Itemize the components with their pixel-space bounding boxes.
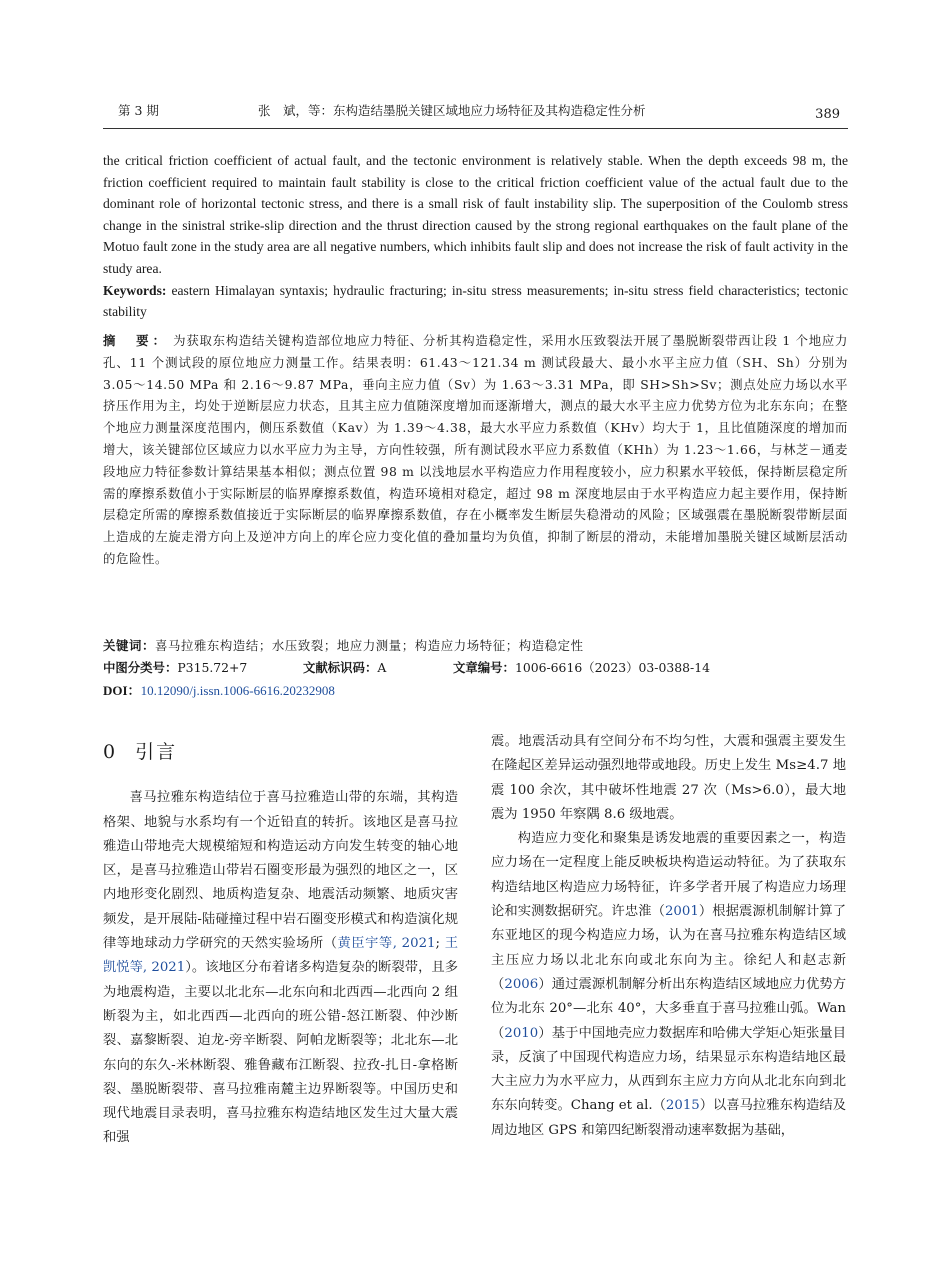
citation-link[interactable]: 王凯悦等, 2021	[103, 936, 459, 976]
chinese-abstract-label: 摘 要：	[103, 333, 170, 348]
clc-label: 中图分类号：	[103, 660, 178, 675]
citation-link[interactable]: 黄臣宇等, 2021	[337, 936, 436, 952]
doc-code-value: A	[377, 660, 387, 675]
english-abstract-text: the critical friction coefficient of actual fault, and the tectonic environment is relatively stable. When the depth exceeds 98 m, the friction coefficient required to maintain fault stability is close to the critical friction coefficient value of the actual fault due to the dominant role of horizontal tectonic stress, and there is a small risk of fault instability slip. The superposition of the Coulomb stress change in the sinistral strike-slip direction and the thrust direction caused by the strong regional earthquakes on the fault plane of the Motuo fault zone in the study area are all negative numbers, which inhibits fault slip and does not increase the risk of fault activity in the study area.	[103, 153, 848, 276]
doc-code-label: 文献标识码：	[303, 660, 378, 675]
doi-link[interactable]: 10.12090/j.issn.1006-6616.20232908	[140, 683, 335, 698]
citation-link[interactable]: 2001	[664, 904, 699, 920]
classification-line	[103, 658, 848, 676]
citation-link[interactable]: 2015	[665, 1098, 700, 1114]
english-keywords-text: eastern Himalayan syntaxis; hydraulic fracturing; in-situ stress measurements; in-situ stress field characteristics; tectonic stability	[103, 282, 848, 320]
issue-label: 第 3 期	[118, 103, 159, 118]
page-number: 389	[815, 107, 840, 122]
clc-value: P315.72+7	[177, 660, 248, 675]
intro-paragraph-1: 喜马拉雅东构造结位于喜马拉雅造山带的东端，其构造格架、地貌与水系均有一个近铅直的转折。该地区是喜马拉雅造山带地壳大规模缩短和构造运动方向发生转变的轴心地区，是喜马拉雅造山带岩石圈变形最为强烈的地区之一，区内地形变化剧烈、地质构造复杂、地震活动频繁、地质灾害频发，是开展陆-陆碰撞过程中岩石圈变形模式和构造演化规律等地球动力学研究的天然实验场所（黄臣宇等, 2021; 王凯悦等, 2021）。该地区分布着诸多构造复杂的断裂带，且多为地震构造，主要以北北东—北东向和北西西—北西向 2 组断裂为主，如北西西—北西向的班公错-怒江断裂、仲沙断裂、嘉黎断裂、迫龙-旁辛断裂、阿帕龙断裂等；北北东—北东向的东久-米林断裂、雅鲁藏布江断裂、拉孜-扎日-拿格断裂、墨脱断裂带、喜马拉雅南麓主边界断裂等。中国历史和现代地震目录表明，喜马拉雅东构造结地区发生过大量大震和强	[103, 790, 459, 1146]
body-right-column	[491, 730, 846, 1143]
chinese-abstract-text: 为获取东构造结关键构造部位地应力特征、分析其构造稳定性，采用水压致裂法开展了墨脱断裂带西让段 1 个地应力孔、11 个测试段的原位地应力测量工作。结果表明：61.43～121.34 m 测试段最大、最小水平主应力值（SH、Sh）分别为 3.05～14.50 MPa 和 2.16～9.87 MPa，垂向主应力值（Sv）为 1.63～3.31 MPa，即 SH>Sh>Sv；测点处应力场以水平挤压作用为主，均处于逆断层应力状态，且其主应力值随深度增加而逐渐增大，测点的最大水平主应力优势方位为北东东向；在整个地应力测量深度范围内，侧压系数值（Kav）为 1.39～4.38，最大水平应力系数值（KHv）均大于 1，且比值随深度的增加而增大，该关键部位区域应力以水平应力为主导，方向性较强，所有测试段水平应力系数值（KHh）为 1.23～1.66，与林芝－通麦段地应力特征参数计算结果基本相似；测点位置 98 m 以浅地层水平构造应力作用程度较小，应力积累水平较低，保持断层稳定所需的摩擦系数值小于实际断层的临界摩擦系数值，构造环境相对稳定，超过 98 m 深度地层由于水平构造应力起主要作用，保持断层稳定所需的摩擦系数值接近于实际断层的临界摩擦系数值，存在小概率发生断层失稳滑动的风险；区域强震在墨脱断裂带断层面上造成的左旋走滑方向上及逆冲方向上的库仑应力变化值的叠加量均为负值，抑制了断层的滑动，未能增加墨脱关键区域断层活动的危险性。	[103, 333, 848, 566]
article-no-value: 1006-6616（2023）03-0388-14	[514, 660, 710, 675]
chinese-keywords-text: 喜马拉雅东构造结；水压致裂；地应力测量；构造应力场特征；构造稳定性	[154, 638, 584, 653]
section-number: 0	[103, 741, 118, 763]
section-heading	[103, 740, 458, 764]
citation-link[interactable]: 2010	[504, 1025, 539, 1041]
doi-label: DOI：	[103, 683, 141, 698]
english-keywords	[103, 280, 848, 323]
doi-line	[103, 680, 848, 699]
article-no-label: 文章编号：	[453, 660, 515, 675]
body-left-column	[103, 730, 458, 1151]
english-abstract	[103, 150, 848, 323]
chinese-keywords	[103, 636, 848, 654]
chinese-keywords-label: 关键词：	[103, 638, 155, 653]
intro-paragraph-1-continued: 震。地震活动具有空间分布不均匀性，大震和强震主要发生在隆起区差异运动强烈地带或地段。历史上发生 Ms≥4.7 地震 100 余次，其中破坏性地震 27 次（Ms>6.0），最大地震为 1950 年察隅 8.6 级地震。	[491, 734, 846, 822]
section-title: 引言	[135, 741, 178, 763]
intro-paragraph-2: 构造应力变化和聚集是诱发地震的重要因素之一，构造应力场在一定程度上能反映板块构造运动特征。为了获取东构造结地区构造应力场特征，许多学者开展了构造应力场理论和实测数据研究。许忠淮（2001）根据震源机制解计算了东亚地区的现今构造应力场，认为在喜马拉雅东构造结区域主压应力场以北北东向或北东向为主。徐纪人和赵志新（2006）通过震源机制解分析出东构造结区域地应力优势方位为北东 20°—北东 40°，大多垂直于喜马拉雅山弧。Wan（2010）基于中国地壳应力数据库和哈佛大学矩心矩张量目录，反演了中国现代构造应力场，结果显示东构造结地区最大主应力为水平应力，从西到东主应力方向从北北东向到北东东向转变。Chang et al.（2015）以喜马拉雅东构造结及周边地区 GPS 和第四纪断裂滑动速率数据为基础，	[491, 831, 847, 1138]
running-title: 张 斌，等：东构造结墨脱关键区域地应力场特征及其构造稳定性分析	[258, 103, 646, 118]
english-keywords-label: Keywords:	[103, 282, 167, 298]
citation-link[interactable]: 2006	[504, 976, 539, 992]
chinese-abstract	[103, 330, 848, 570]
running-header	[103, 98, 848, 129]
